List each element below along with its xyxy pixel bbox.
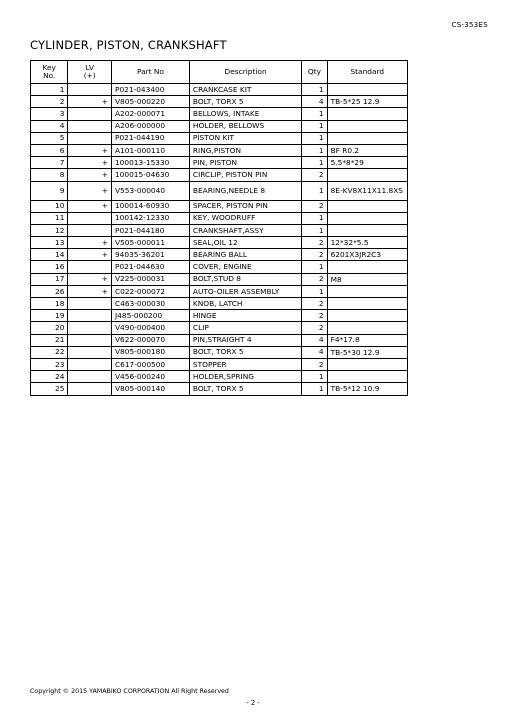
cell-standard	[327, 120, 407, 132]
header-standard: Standard	[327, 61, 407, 84]
cell-description: HOLDER,SPRING	[189, 371, 301, 383]
cell-standard	[327, 169, 407, 181]
cell-lv: +	[68, 285, 112, 297]
cell-key-no: 7	[31, 157, 68, 169]
cell-description: AUTO-OILER ASSEMBLY	[189, 285, 301, 297]
cell-description: BEARING,NEEDLE 8	[189, 181, 301, 200]
cell-qty: 1	[302, 261, 327, 273]
header-key-no: Key No.	[31, 61, 68, 84]
page-number: - 2 -	[246, 699, 260, 707]
table-row	[31, 108, 408, 120]
table-row	[31, 358, 408, 370]
cell-qty: 2	[302, 358, 327, 370]
table-row	[31, 181, 408, 200]
cell-qty: 1	[302, 157, 327, 169]
parts-table	[30, 60, 408, 396]
cell-description: BEARING BALL	[189, 249, 301, 261]
cell-qty: 4	[302, 334, 327, 346]
cell-standard: TB-5*12 10.9	[327, 383, 407, 395]
cell-qty: 1	[302, 108, 327, 120]
cell-description: BOLT, TORX 5	[189, 383, 301, 395]
cell-qty: 2	[302, 310, 327, 322]
cell-description: HOLDER, BELLOWS	[189, 120, 301, 132]
cell-qty: 1	[302, 371, 327, 383]
cell-description: BOLT, TORX 5	[189, 96, 301, 108]
header-description: Description	[189, 61, 301, 84]
cell-part-no: P021-044630	[111, 261, 189, 273]
table-row	[31, 237, 408, 249]
cell-part-no: V225-000031	[111, 273, 189, 285]
table-row	[31, 334, 408, 346]
cell-qty: 2	[302, 169, 327, 181]
cell-standard	[327, 108, 407, 120]
cell-key-no: 8	[31, 169, 68, 181]
cell-qty: 1	[302, 383, 327, 395]
cell-standard	[327, 261, 407, 273]
cell-part-no: C617-000500	[111, 358, 189, 370]
cell-standard	[327, 200, 407, 212]
cell-part-no: V622-000070	[111, 334, 189, 346]
table-row	[31, 144, 408, 156]
cell-part-no: A101-000110	[111, 144, 189, 156]
header-qty: Qty	[302, 61, 327, 84]
cell-part-no: A206-000000	[111, 120, 189, 132]
cell-part-no: J485-000200	[111, 310, 189, 322]
cell-description: CIRCLIP, PISTON PIN	[189, 169, 301, 181]
cell-standard	[327, 212, 407, 224]
table-row	[31, 132, 408, 144]
cell-key-no: 2	[31, 96, 68, 108]
cell-qty: 2	[302, 298, 327, 310]
cell-description: BOLT, TORX 5	[189, 346, 301, 358]
cell-part-no: A202-000071	[111, 108, 189, 120]
cell-standard	[327, 285, 407, 297]
model-code: CS-353ES	[451, 21, 488, 29]
cell-qty: 2	[302, 249, 327, 261]
cell-key-no: 9	[31, 181, 68, 200]
table-row	[31, 298, 408, 310]
cell-key-no: 22	[31, 346, 68, 358]
cell-lv: +	[68, 96, 112, 108]
cell-key-no: 3	[31, 108, 68, 120]
cell-lv	[68, 346, 112, 358]
cell-standard: M8	[327, 273, 407, 285]
cell-part-no: P021-044180	[111, 224, 189, 236]
cell-standard	[327, 322, 407, 334]
table-row	[31, 169, 408, 181]
cell-description: CRANKCASE KIT	[189, 84, 301, 96]
table-row	[31, 212, 408, 224]
cell-part-no: 94035-36201	[111, 249, 189, 261]
cell-description: KEY, WOODRUFF	[189, 212, 301, 224]
cell-lv: +	[68, 249, 112, 261]
cell-lv: +	[68, 144, 112, 156]
header-lv: LV (+)	[68, 61, 112, 84]
cell-key-no: 20	[31, 322, 68, 334]
cell-key-no: 16	[31, 261, 68, 273]
cell-key-no: 25	[31, 383, 68, 395]
cell-description: HINGE	[189, 310, 301, 322]
cell-lv	[68, 298, 112, 310]
cell-description: BELLOWS, INTAKE	[189, 108, 301, 120]
table-row	[31, 383, 408, 395]
cell-lv	[68, 322, 112, 334]
cell-lv: +	[68, 181, 112, 200]
cell-key-no: 12	[31, 224, 68, 236]
parts-table-body	[31, 84, 408, 396]
cell-qty: 1	[302, 120, 327, 132]
cell-description: PIN,STRAIGHT 4	[189, 334, 301, 346]
cell-standard: TB-5*30 12.9	[327, 346, 407, 358]
cell-qty: 2	[302, 237, 327, 249]
cell-description: PISTON KIT	[189, 132, 301, 144]
table-header-row	[31, 61, 408, 84]
cell-part-no: V805-000220	[111, 96, 189, 108]
cell-key-no: 19	[31, 310, 68, 322]
table-row	[31, 200, 408, 212]
cell-standard	[327, 358, 407, 370]
table-row	[31, 84, 408, 96]
cell-lv	[68, 310, 112, 322]
cell-key-no: 11	[31, 212, 68, 224]
cell-standard: F4*17.8	[327, 334, 407, 346]
cell-qty: 2	[302, 200, 327, 212]
cell-qty: 1	[302, 181, 327, 200]
cell-key-no: 4	[31, 120, 68, 132]
cell-qty: 2	[302, 322, 327, 334]
cell-description: STOPPER	[189, 358, 301, 370]
cell-lv	[68, 383, 112, 395]
cell-standard	[327, 84, 407, 96]
cell-standard	[327, 310, 407, 322]
cell-lv	[68, 132, 112, 144]
cell-standard: 8E-KV8X11X11.8XS	[327, 181, 407, 200]
table-row	[31, 157, 408, 169]
cell-part-no: C463-000030	[111, 298, 189, 310]
cell-key-no: 5	[31, 132, 68, 144]
cell-part-no: V456-000240	[111, 371, 189, 383]
cell-key-no: 1	[31, 84, 68, 96]
cell-part-no: C022-000072	[111, 285, 189, 297]
table-row	[31, 346, 408, 358]
cell-part-no: V805-000140	[111, 383, 189, 395]
cell-part-no: V805-000180	[111, 346, 189, 358]
cell-qty: 1	[302, 144, 327, 156]
cell-standard	[327, 132, 407, 144]
cell-standard: 6201X3JR2C3	[327, 249, 407, 261]
cell-lv: +	[68, 273, 112, 285]
cell-lv	[68, 261, 112, 273]
cell-qty: 4	[302, 96, 327, 108]
cell-key-no: 6	[31, 144, 68, 156]
table-row	[31, 310, 408, 322]
cell-key-no: 13	[31, 237, 68, 249]
cell-part-no: 100015-04630	[111, 169, 189, 181]
table-row	[31, 96, 408, 108]
cell-key-no: 18	[31, 298, 68, 310]
cell-part-no: V490-000400	[111, 322, 189, 334]
cell-key-no: 23	[31, 358, 68, 370]
cell-standard	[327, 298, 407, 310]
cell-description: KNOB, LATCH	[189, 298, 301, 310]
cell-lv	[68, 84, 112, 96]
cell-lv	[68, 108, 112, 120]
cell-description: CLIP	[189, 322, 301, 334]
cell-lv	[68, 212, 112, 224]
cell-part-no: 100142-12330	[111, 212, 189, 224]
cell-lv	[68, 371, 112, 383]
cell-lv: +	[68, 157, 112, 169]
cell-qty: 1	[302, 212, 327, 224]
table-row	[31, 261, 408, 273]
header-part-no: Part No	[111, 61, 189, 84]
cell-description: SPACER, PISTON PIN	[189, 200, 301, 212]
cell-key-no: 21	[31, 334, 68, 346]
cell-lv: +	[68, 169, 112, 181]
cell-qty: 1	[302, 132, 327, 144]
cell-qty: 1	[302, 84, 327, 96]
cell-lv: +	[68, 237, 112, 249]
cell-key-no: 14	[31, 249, 68, 261]
cell-standard	[327, 224, 407, 236]
cell-standard: 5.5*8*29	[327, 157, 407, 169]
section-title: CYLINDER, PISTON, CRANKSHAFT	[30, 38, 227, 52]
cell-lv: +	[68, 200, 112, 212]
table-row	[31, 120, 408, 132]
cell-description: PIN, PISTON	[189, 157, 301, 169]
cell-description: SEAL,OIL 12	[189, 237, 301, 249]
cell-lv	[68, 358, 112, 370]
cell-description: RING,PISTON	[189, 144, 301, 156]
cell-qty: 1	[302, 285, 327, 297]
cell-part-no: 100013-15330	[111, 157, 189, 169]
table-row	[31, 371, 408, 383]
cell-qty: 2	[302, 273, 327, 285]
cell-key-no: 24	[31, 371, 68, 383]
cell-key-no: 10	[31, 200, 68, 212]
cell-qty: 4	[302, 346, 327, 358]
cell-key-no: 17	[31, 273, 68, 285]
cell-description: COVER, ENGINE	[189, 261, 301, 273]
table-row	[31, 273, 408, 285]
cell-description: CRANKSHAFT,ASSY	[189, 224, 301, 236]
cell-lv	[68, 334, 112, 346]
cell-standard	[327, 371, 407, 383]
cell-lv	[68, 224, 112, 236]
table-row	[31, 224, 408, 236]
table-row	[31, 322, 408, 334]
cell-part-no: V505-000011	[111, 237, 189, 249]
cell-standard: 12*32*5.5	[327, 237, 407, 249]
cell-standard: TB-5*25 12.9	[327, 96, 407, 108]
cell-standard: BF R0.2	[327, 144, 407, 156]
cell-part-no: V553-000040	[111, 181, 189, 200]
table-row	[31, 249, 408, 261]
cell-key-no: 26	[31, 285, 68, 297]
cell-part-no: P021-043400	[111, 84, 189, 96]
cell-qty: 1	[302, 224, 327, 236]
cell-description: BOLT,STUD 8	[189, 273, 301, 285]
copyright-notice: Copyright © 2015 YAMABIKO CORPORATION All Right Reserved	[30, 688, 229, 695]
cell-lv	[68, 120, 112, 132]
cell-part-no: P021-044190	[111, 132, 189, 144]
table-row	[31, 285, 408, 297]
cell-part-no: 100014-60930	[111, 200, 189, 212]
